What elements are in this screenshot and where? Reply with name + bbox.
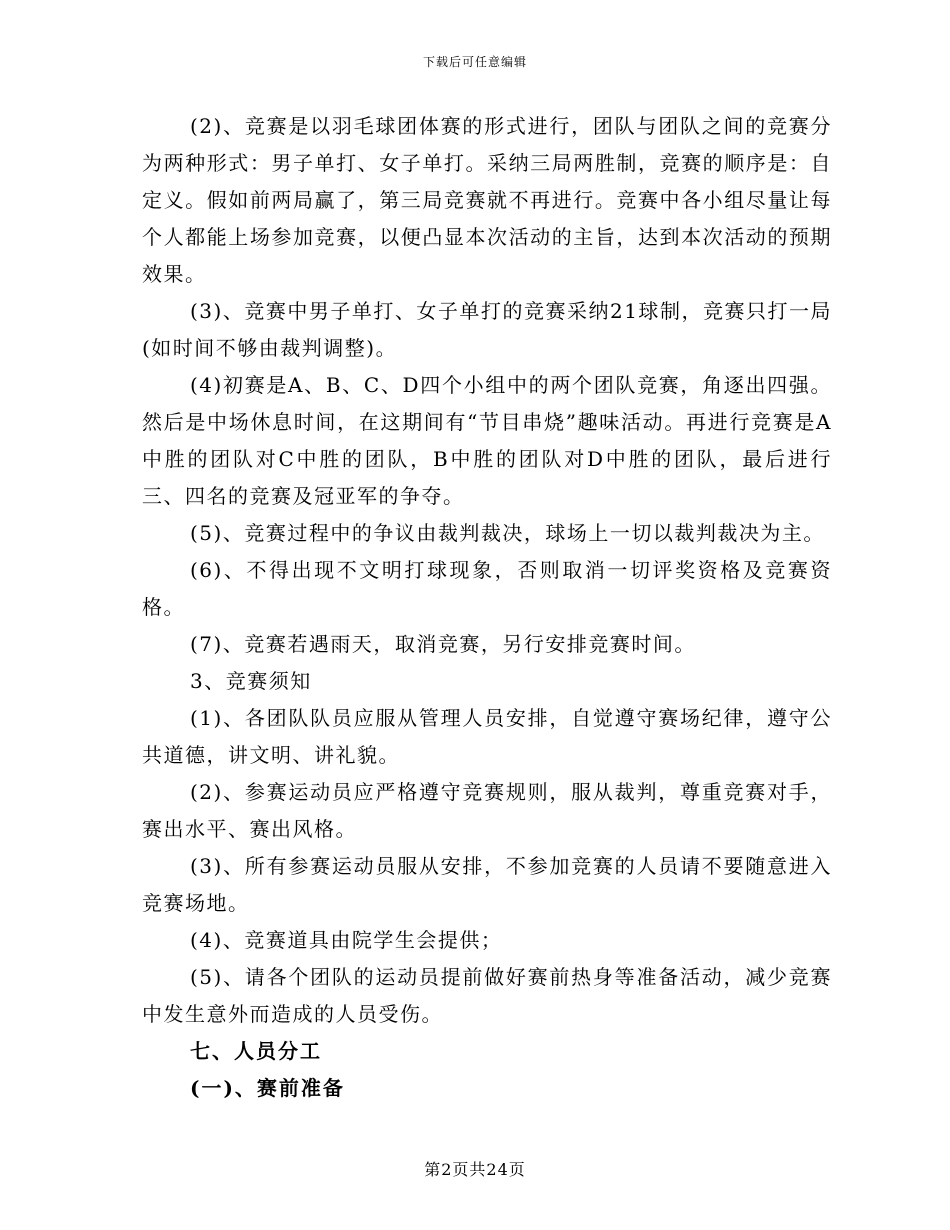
section-heading-staffing: 七、人员分工 [190,1039,322,1063]
document-body [142,108,832,1107]
paragraph-disputes: (5)、竞赛过程中的争议由裁判裁决，球场上一切以裁判裁决为主。 [190,521,825,545]
paragraph-scoring-rule: (3)、竞赛中男子单打、女子单打的竞赛采纳21球制，竞赛只打一局(如时间不够由裁判调整)。 [142,299,832,360]
paragraph-rain: (7)、竞赛若遇雨天，取消竞赛，另行安排竞赛时间。 [190,632,696,656]
paragraph-venue-access: (3)、所有参赛运动员服从安排，不参加竞赛的人员请不要随意进入竞赛场地。 [142,854,832,915]
paragraph-match-format: (2)、竞赛是以羽毛球团体赛的形式进行，团队与团队之间的竞赛分为两种形式：男子单打、女子单打。采纳三局两胜制，竞赛的顺序是：自定义。假如前两局赢了，第三局竞赛就不再进行。竞赛中各小组尽量让每个人都能上场参加竞赛，以便凸显本次活动的主旨，达到本次活动的预期效果。 [142,114,832,286]
paragraph-sportsmanship: (2)、参赛运动员应严格遵守竞赛规则，服从裁判，尊重竞赛对手，赛出水平、赛出风格。 [142,780,832,841]
page-number: 第2页共24页 [424,1160,526,1179]
section-heading-rules: 3、竞赛须知 [190,669,312,693]
paragraph-conduct: (6)、不得出现不文明打球现象，否则取消一切评奖资格及竞赛资格。 [142,558,832,619]
paragraph-warmup: (5)、请各个团队的运动员提前做好赛前热身等准备活动，减少竞赛中发生意外而造成的人员受伤。 [142,965,832,1026]
paragraph-discipline: (1)、各团队队员应服从管理人员安排，自觉遵守赛场纪律，遵守公共道德，讲文明、讲礼貌。 [142,706,832,767]
subsection-heading-preparation: (一)、赛前准备 [190,1076,345,1100]
page-header: 下载后可任意编辑 [422,55,527,69]
paragraph-equipment: (4)、竞赛道具由院学生会提供； [190,928,503,952]
paragraph-preliminary-rounds: (4)初赛是A、B、C、D四个小组中的两个团队竞赛，角逐出四强。然后是中场休息时间，在这期间有“节目串烧”趣味活动。再进行竞赛是A中胜的团队对C中胜的团队，B中胜的团队对D中胜的团队，最后进行三、四名的竞赛及冠亚军的争夺。 [142,373,832,508]
